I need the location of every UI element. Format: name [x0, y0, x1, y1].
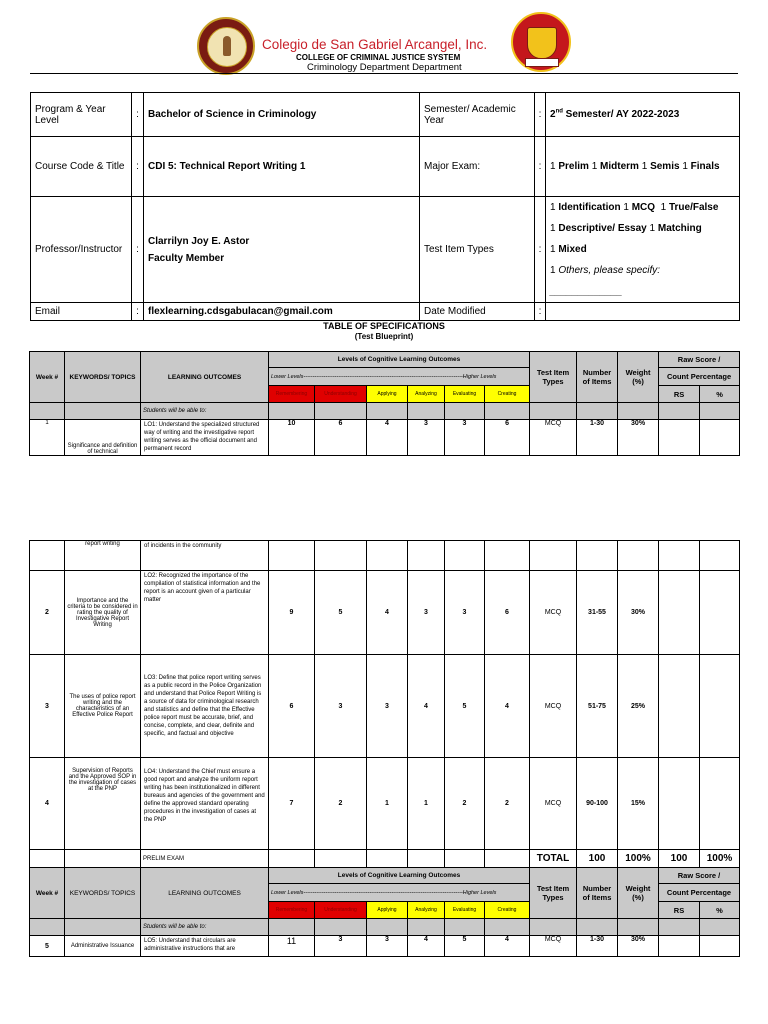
college-system: COLLEGE OF CRIMINAL JUSTICE SYSTEM: [296, 53, 461, 62]
col-weight: Weight (%): [618, 352, 659, 403]
col-raw: Raw Score /: [659, 352, 740, 368]
students-note: Students will be able to:: [141, 919, 269, 936]
total-rs: 100: [659, 850, 700, 868]
total-row: [30, 850, 740, 868]
course-label: Course Code & Title: [31, 137, 132, 197]
level-understanding: Understanding: [315, 386, 367, 403]
students-note: Students will be able to:: [141, 403, 269, 420]
col-outcomes: LEARNING OUTCOMES: [141, 868, 269, 919]
semester-label: Semester/ Academic Year: [420, 93, 535, 137]
department-name: Criminology Department Department: [307, 62, 462, 73]
prelim-exam-label: PRELIM EXAM: [141, 850, 269, 868]
level-applying: Applying: [367, 386, 408, 403]
colon: :: [535, 197, 546, 303]
tos-table-week1: [29, 351, 740, 456]
semester-value: 2nd Semester/ AY 2022-2023: [546, 93, 740, 137]
col-types: Test Item Types: [530, 352, 577, 403]
col-rs: RS: [659, 902, 700, 919]
level-analyzing: Analyzing: [408, 386, 445, 403]
colon: :: [535, 93, 546, 137]
level-remembering: Remembering: [269, 902, 315, 919]
program-value: Bachelor of Science in Criminology: [144, 93, 420, 137]
criminology-seal-logo: [511, 12, 571, 72]
instructor-value: Clarrilyn Joy E. Astor Faculty Member: [144, 197, 420, 303]
total-label: TOTAL: [530, 850, 577, 868]
table-row: 3 The uses of police report writing and the characteristics of an Effective Police Report LO3: Define that police report writing serves as a public record in the Police Organization and understand that Police Report Writing is a source of data for criminological research and statistics and define that the Effective police report must be accurate, brief, and concise, complete, and clear, definite and specific, and factual and objective 6 3 3 4 5 4 MCQ 51-75 25%: [30, 655, 740, 758]
colon: :: [132, 303, 144, 321]
exam-options: 1 Prelim 1 Midterm 1 Semis 1 Finals: [546, 137, 740, 197]
test-types-label: Test Item Types: [420, 197, 535, 303]
school-seal-logo: [197, 17, 255, 75]
levels-scale: Lower Levels---------------------------------------------------------------------------------------Higher Levels: [269, 884, 530, 902]
col-number: Number of Items: [577, 868, 618, 919]
program-label: Program & Year Level: [31, 93, 132, 137]
col-levels: Levels of Cognitive Learning Outcomes: [269, 352, 530, 368]
colon: :: [132, 197, 144, 303]
colon: :: [535, 303, 546, 321]
table-row: 5 Administrative Issuance LO5: Understand that circulars are administrative instructions that are 11 3 3 4 5 4 MCQ 1-30 30%: [30, 936, 740, 957]
tos-subtitle: (Test Blueprint): [354, 332, 414, 341]
col-pct: %: [700, 902, 740, 919]
total-weight: 100%: [618, 850, 659, 868]
levels-scale: Lower Levels---------------------------------------------------------------------------------------Higher Levels: [269, 368, 530, 386]
level-evaluating: Evaluating: [445, 386, 485, 403]
email-value: flexlearning.cdsgabulacan@gmail.com: [144, 303, 420, 321]
email-label: Email: [31, 303, 132, 321]
header-divider: [30, 73, 738, 74]
college-name: Colegio de San Gabriel Arcangel, Inc.: [262, 37, 488, 52]
col-count-pct: Count Percentage: [659, 884, 740, 902]
level-understanding: Understanding: [315, 902, 367, 919]
col-keywords: KEYWORDS/ TOPICS: [65, 868, 141, 919]
col-outcomes: LEARNING OUTCOMES: [141, 352, 269, 403]
course-value: CDI 5: Technical Report Writing 1: [144, 137, 420, 197]
level-creating: Creating: [485, 902, 530, 919]
colon: :: [535, 137, 546, 197]
tos-title: TABLE OF SPECIFICATIONS: [323, 321, 445, 331]
col-types: Test Item Types: [530, 868, 577, 919]
col-weight: Weight (%): [618, 868, 659, 919]
colon: :: [132, 93, 144, 137]
col-raw: Raw Score /: [659, 868, 740, 884]
col-week: Week #: [30, 352, 65, 403]
col-number: Number of Items: [577, 352, 618, 403]
date-label: Date Modified: [420, 303, 535, 321]
tos-table-continued: [29, 540, 740, 957]
date-value: [546, 303, 740, 321]
exam-label: Major Exam:: [420, 137, 535, 197]
course-info-table: [30, 92, 740, 321]
col-pct: %: [700, 386, 740, 403]
colon: :: [132, 137, 144, 197]
level-creating: Creating: [485, 386, 530, 403]
table-row: report writing of incidents in the community: [30, 541, 740, 571]
col-rs: RS: [659, 386, 700, 403]
total-pct: 100%: [700, 850, 740, 868]
col-levels: Levels of Cognitive Learning Outcomes: [269, 868, 530, 884]
level-remembering: Remembering: [269, 386, 315, 403]
table-row: 2 Importance and the criteria to be considered in rating the quality of Investigative Report Writing LO2: Recognized the importance of the compilation of statistical information and the report is an account given of a particular matter 9 5 4 3 3 6 MCQ 31-55 30%: [30, 571, 740, 655]
level-evaluating: Evaluating: [445, 902, 485, 919]
col-count-pct: Count Percentage: [659, 368, 740, 386]
instructor-label: Professor/Instructor: [31, 197, 132, 303]
col-keywords: KEYWORDS/ TOPICS: [65, 352, 141, 403]
total-items: 100: [577, 850, 618, 868]
table-row: 1 Significance and definition of technical LO1: Understand the specialized structured way of writing and the investigative report writing serves as the official document and permanent record 10 6 4 3 3 6 MCQ 1-30 30%: [30, 420, 740, 456]
test-types-options: 1 Identification 1 MCQ 1 True/False 1 Descriptive/ Essay 1 Matching 1 Mixed 1 Others, please specify: _____________: [546, 197, 740, 303]
level-applying: Applying: [367, 902, 408, 919]
level-analyzing: Analyzing: [408, 902, 445, 919]
table-row: 4 Supervision of Reports and the Approved SOP in the investigation of cases at the PNP LO4: Understand the Chief must ensure a good report and analyze the uniform report writing has been institutionalized in different bureaus and agencies of the government and define the approved standard operating procedures in the investigation of cases at the PNP 7 2 1 1 2 2 MCQ 90-100 15%: [30, 758, 740, 850]
col-week: Week #: [30, 868, 65, 919]
